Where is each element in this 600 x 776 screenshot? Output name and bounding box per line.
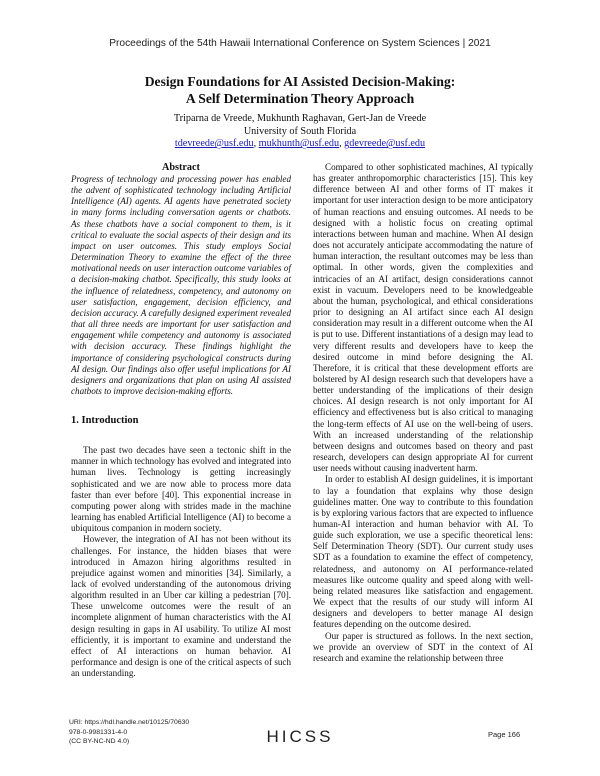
right-paragraph-1: Compared to other sophisticated machines, AI typically has greater anthropomorphic characteristics [15]. This key difference between AI and other forms of IT makes it important for user interaction design to be more anticipatory of human reactions and ensuing outcomes. AI needs to be designed with a holistic focus on creating optimal interactions between human and machine. When AI design does not accurately anticipate accommodating the nature of human interaction, the resultant outcomes may be less than optimal. In other words, given the complexities and intricacies of an AI artifact, design considerations cannot exist in vacuum. Developers need to be knowledgeable about the human, psychological, and ethical considerations prior to designing an AI artifact since each AI design consideration may result in a different outcome when the AI is put to use. Different instantiations of a design may lead to very different results and developers have to keep the desired outcome in mind before designing the AI. Therefore, it is critical that these development efforts are bolstered by AI design research such that developers have a better understanding of the implications of their design choices. AI design research is not only important for AI efficiency and effectiveness but is also critical to managing the long-term effects of AI use on the well-being of users. With an increased understanding of the relationship between designs and outcomes based on theory and past research, developers can design appropriate AI for current user needs without causing inadvertent harm. xyxy=(313,162,533,474)
abstract-heading: Abstract xyxy=(162,162,200,173)
author-emails: tdevreede@usf.edu, mukhunth@usf.edu, gdevreede@usf.edu xyxy=(174,138,426,150)
intro-paragraph-2: However, the integration of AI has not been without its challenges. For instance, the hidden biases that were introduced in Amazon hiring algorithms resulted in prejudice against women and minorities [34]. Similarly, a lack of evolved understanding of the autonomous driving algorithm resulted in an Uber car killing a pedestrian [70]. These unwelcome outcomes were the result of an incomplete alignment of human characteristics with the AI design resulting in gaps in AI usability. To utilize AI most efficiently, it is important to examine and understand the effect of AI interactions on human behavior. AI performance and design is one of the critical aspects of such an understanding. xyxy=(71,534,291,679)
footer-isbn: 978-0-9981331-4-0 xyxy=(69,728,128,736)
hicss-logo: HICSS xyxy=(266,727,334,746)
author-affiliation: University of South Florida xyxy=(243,125,357,137)
running-header: Proceedings of the 54th Hawaii International Conference on System Sciences | 2021 xyxy=(109,38,491,49)
right-paragraph-3: Our paper is structured as follows. In the next section, we provide an overview of SDT in the context of AI research and examine the relationship between three xyxy=(313,630,533,663)
right-paragraph-2: In order to establish AI design guidelines, it is important to lay a foundation that explains why those design guidelines matter. One way to contribute to this foundation is by exploring various factors that are expected to influence human-AI interaction and human behavior with AI. To guide such exploration, we use a specific theoretical lens: Self Determination Theory (SDT). Our current study uses SDT as a foundation to examine the effect of competency, relatedness, and autonomy on AI performance-related measures like outcome quality and speed along with well-being related measures like satisfaction and engagement. We expect that the results of our study will inform AI designers and developers to better manage AI design features depending on the outcome desired. xyxy=(313,474,533,630)
section-heading-introduction: 1. Introduction xyxy=(71,415,139,427)
author-names: Triparna de Vreede, Mukhunth Raghavan, Gert-Jan de Vreede xyxy=(173,113,427,124)
intro-paragraph-1: The past two decades have seen a tectonic shift in the manner in which technology has evolved and integrated into human lives. Technology is getting increasingly sophisticated and we are now able to process more data faster than ever before [40]. This exponential increase in computing power along with strides made in the machine learning has enabled Artificial Intelligence (AI) to become a ubiquitous companion in modern society. xyxy=(71,445,291,534)
page-number: Page 166 xyxy=(488,730,521,739)
left-column xyxy=(71,162,291,679)
right-column xyxy=(313,162,533,664)
author-block xyxy=(40,113,560,151)
footer-uri[interactable]: URI: https://hdl.handle.net/10125/70630 xyxy=(69,719,190,726)
paper-title xyxy=(40,73,560,107)
title-line-1: Design Foundations for AI Assisted Decision-Making: xyxy=(144,74,456,89)
title-line-2: A Self Determination Theory Approach xyxy=(185,91,415,106)
footer-license: (CC BY-NC-ND 4.0) xyxy=(69,738,130,745)
abstract-text: Progress of technology and processing power has enabled the advent of sophisticated technology including Artificial Intelligence (AI) agents. AI agents have penetrated society in many forms including conversation agents or chatbots. As these chatbots have a social component to them, is it critical to evaluate the social aspects of their design and its impact on user outcomes. This study employs Social Determination Theory to examine the effect of the three motivational needs on user interaction outcome variables of a decision-making chatbot. Specifically, this study looks at the influence of relatedness, competency, and autonomy on user satisfaction, engagement, decision efficiency, and decision accuracy. A carefully designed experiment revealed that all three needs are important for user satisfaction and engagement while competency and autonomy is associated with decision accuracy. These findings highlight the importance of considering psychological constructs during AI design. Our findings also offer useful implications for AI designers and organizations that plan on using AI assisted chatbots to improve decision-making efforts. xyxy=(71,174,291,396)
email-link-1[interactable]: tdevreede@usf.edu xyxy=(174,138,254,150)
email-link-2[interactable]: mukhunth@usf.edu xyxy=(258,138,340,150)
email-link-3[interactable]: gdevreede@usf.edu xyxy=(344,138,426,150)
